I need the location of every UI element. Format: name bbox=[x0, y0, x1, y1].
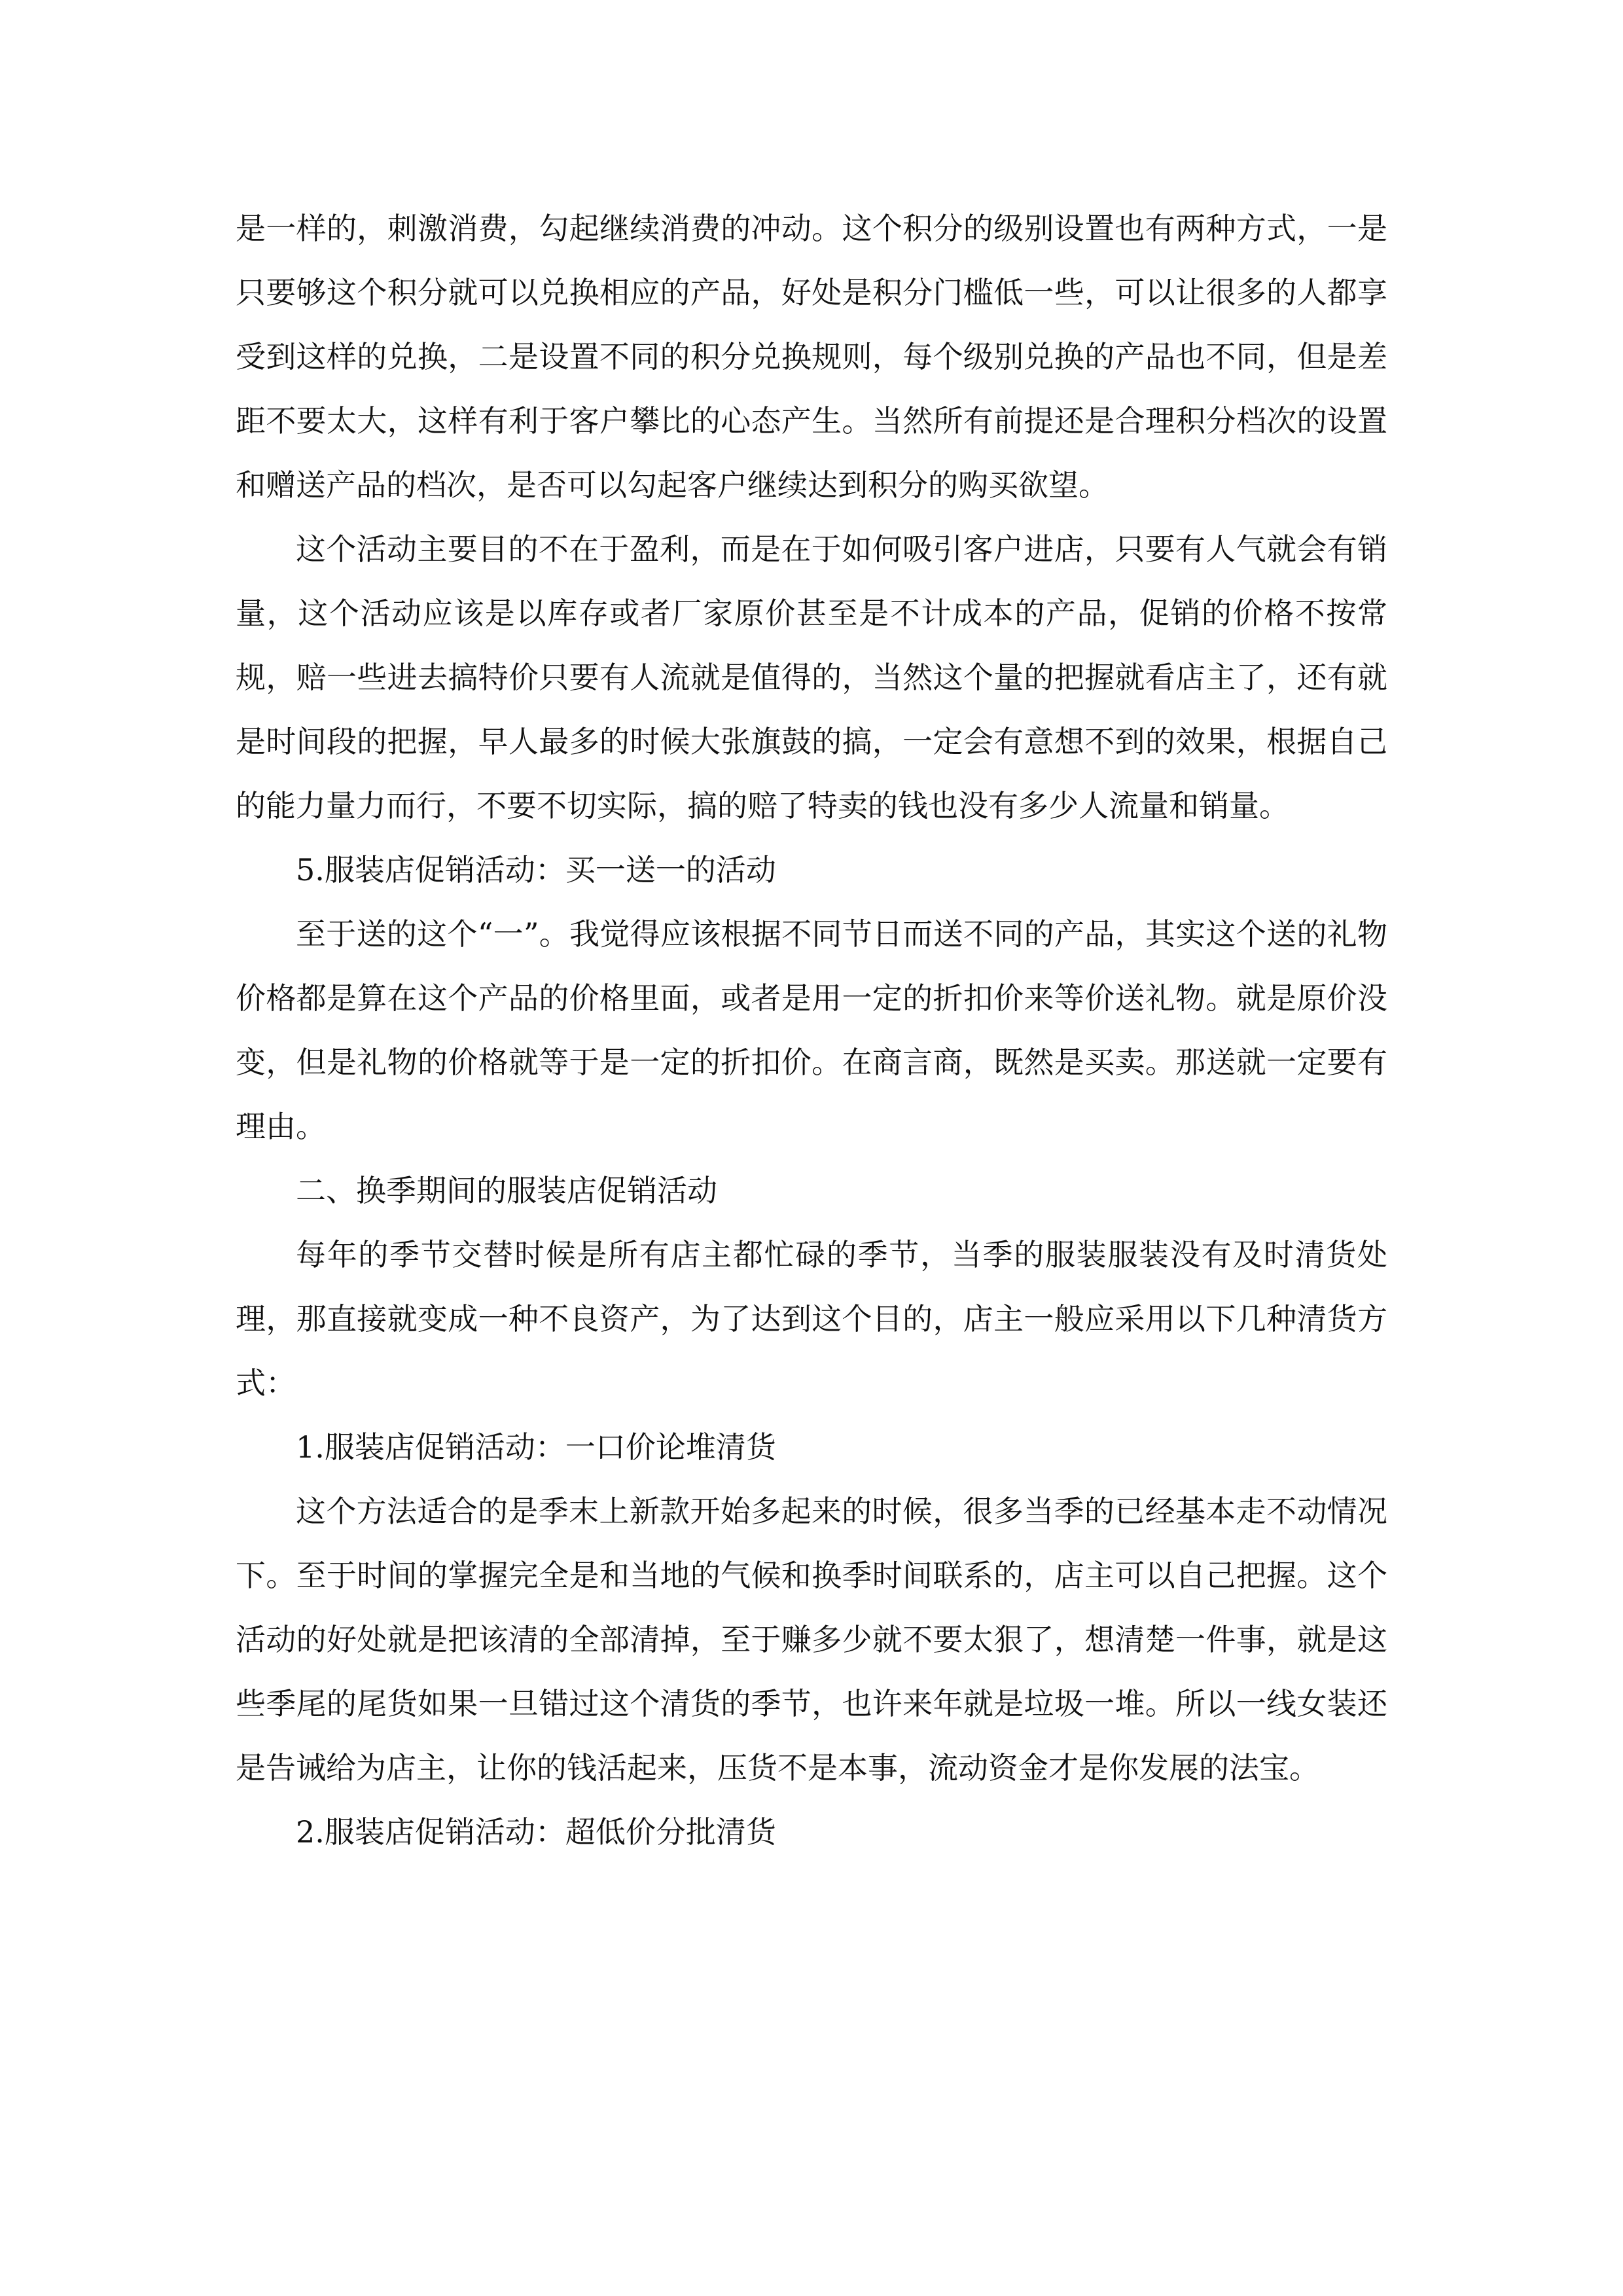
heading-season-change-promotion: 二、换季期间的服装店促销活动 bbox=[296, 1173, 717, 1208]
document-body bbox=[236, 196, 1387, 1864]
paragraph-points-redemption: 是一样的，刺激消费，勾起继续消费的冲动。这个积分的级别设置也有两种方式，一是只要够这个积分就可以兑换相应的产品，好处是积分门槛低一些，可以让很多的人都享受到这样的兑换，二是设置不同的积分兑换规则，每个级别兑换的产品也不同，但是差距不要太大，这样有利于客户攀比的心态产生。当然所有前提还是合理积分档次的设置和赠送产品的档次，是否可以勾起客户继续达到积分的购买欲望。 bbox=[236, 211, 1387, 503]
paragraph-season-clearance-intro: 每年的季节交替时候是所有店主都忙碌的季节，当季的服装服装没有及时清货处理，那直接就变成一种不良资产，为了达到这个目的，店主一般应采用以下几种清货方式： bbox=[236, 1237, 1387, 1401]
paragraph-gift-pricing: 至于送的这个“一”。我觉得应该根据不同节日而送不同的产品，其实这个送的礼物价格都是算在这个产品的价格里面，或者是用一定的折扣价来等价送礼物。就是原价没变，但是礼物的价格就等于是一定的折扣价。在商言商，既然是买卖。那送就一定要有理由。 bbox=[236, 916, 1387, 1144]
heading-low-price-batch-clearance: 2.服装店促销活动：超低价分批清货 bbox=[296, 1814, 776, 1850]
paragraph-fixed-price-clearance: 这个方法适合的是季末上新款开始多起来的时候，很多当季的已经基本走不动情况下。至于时间的掌握完全是和当地的气候和换季时间联系的，店主可以自己把握。这个活动的好处就是把该清的全部清掉，至于赚多少就不要太狠了，想清楚一件事，就是这些季尾的尾货如果一旦错过这个清货的季节，也许来年就是垃圾一堆。所以一线女装还是告诫给为店主，让你的钱活起来，压货不是本事，流动资金才是你发展的法宝。 bbox=[236, 1494, 1387, 1785]
paragraph-traffic-promotion: 这个活动主要目的不在于盈利，而是在于如何吸引客户进店，只要有人气就会有销量，这个活动应该是以库存或者厂家原价甚至是不计成本的产品，促销的价格不按常规，赔一些进去搞特价只要有人流就是值得的，当然这个量的把握就看店主了，还有就是时间段的把握，早人最多的时候大张旗鼓的搞，一定会有意想不到的效果，根据自己的能力量力而行，不要不切实际，搞的赔了特卖的钱也没有多少人流量和销量。 bbox=[236, 531, 1387, 823]
heading-fixed-price-clearance: 1.服装店促销活动：一口价论堆清货 bbox=[296, 1429, 776, 1465]
heading-buy-one-get-one: 5.服装店促销活动：买一送一的活动 bbox=[296, 852, 776, 888]
